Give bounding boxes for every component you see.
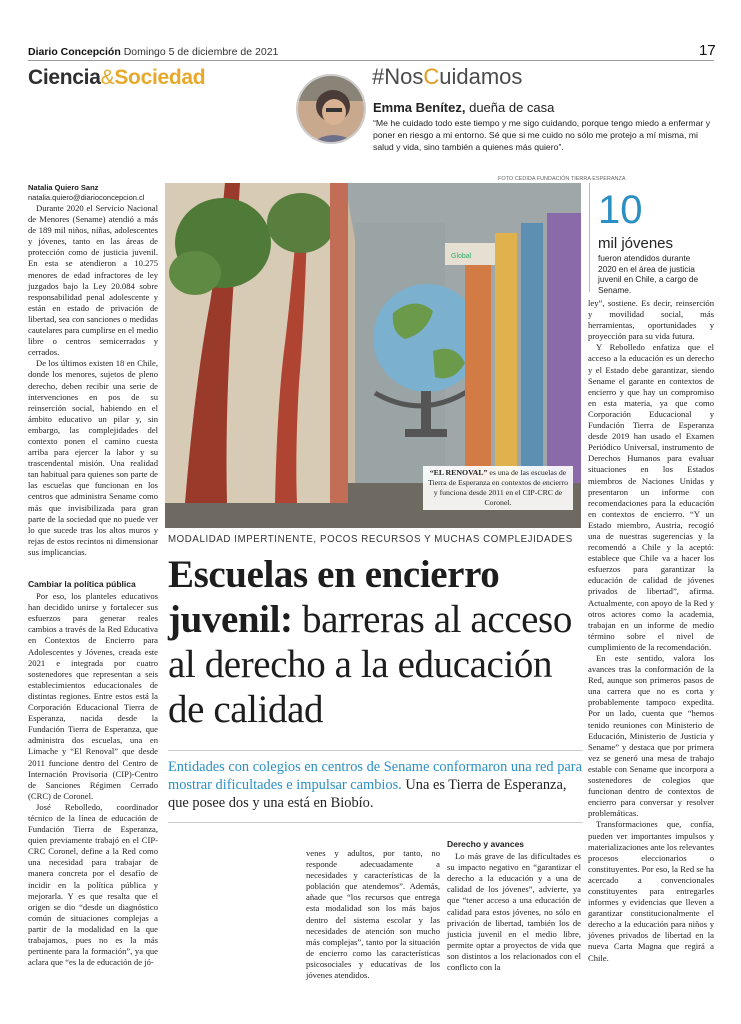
paragraph: Durante 2020 el Servicio Nacional de Menores (Sename) atendió a más de 189 mil niños, niñas, adolescentes y jóvenes, tanto en las áreas de protección como de justicia juvenil. En esta se atendieron a 10.275 menores de edad infractores de ley juzgados bajo la Ley 20.084 sobre responsabilidad penal adolescente y están en estado de privación de libertad, sea con sanciones o medidas cautelares para cumplirse en el medio libre o centros semicerrados y cerrados. [28,203,158,358]
body-column-1 [28,203,158,558]
paragraph: José Rebolledo, coordinador técnico de la línea de educación de Fundación Tierra de Esperanza, quien previamente trabajó en el CIP-CRC Coronel, define a la Red como una necesidad para trabajar de manera concreta por el desafío de incidir en la política pública y mejorarla. Y es que resalta que el origen se dio “desde un diagnóstico común de situaciones complejas a partir de la modalidad en la que trabajamos, pues no es la más pertinente para la formación”, ya que aclara que “es la de educación de jó- [28,801,158,968]
paragraph: En este sentido, valora los avances tras la conformación de la Red, aunque son primeros pasos de una carrera que no es corta y probablemente tampoco expedita. Por un lado, cuenta que “hemos tenido reuniones con Ministerio de Educación, Ministerio de Justicia y Sename” y destaca que por primera vez se generó una mesa de trabajo estable con Sename que incorpora a sostenedores de colegios que funcionan dentro de contextos de encierro para conversar y resolver problemáticas. [588,653,714,819]
paragraph: De los últimos existen 18 en Chile, donde los menores, sujetos de pleno derecho, deben recibir una serie de intervenciones en pos de su reinserción social, habiendo en el ámbito educativo un pilar y, sin embargo, las complejidades del contexto ponen el camino cuesta arriba para ejercer la labor y su trascendental misión. Una realidad tan habitual para quienes son parte de las escuelas que funcionan en los centros que administra Sename como más que invisibilizada para gran parte de la sociedad que no puede ver lo que sucede tras los altos muros y rejas de estos recintos ni dimensionar sus implicancias. [28,358,158,557]
quote-text: “Me he cuidado todo este tiempo y me sigo cuidando, porque tengo miedo a enfermar y poner en riesgo a mi entorno. Sé que si me cuido no sólo me protejo a mí misma, mi salud y vida, sino también a quienes más quiero”. [373,118,711,152]
body-column-2b [447,836,581,973]
section-part2: Sociedad [114,66,206,89]
quote-author-name: Emma Benítez, [373,100,466,115]
hashtag-part2: uidamos [439,64,523,89]
publication-date: Domingo 5 de diciembre de 2021 [123,46,279,58]
photo-caption [423,466,573,510]
headline-bold: Escuelas en encierro juvenil: [168,553,500,641]
hashtag [372,64,522,90]
byline-author: Natalia Quiero Sanz [28,183,99,192]
stat-unit: mil jóvenes [598,235,674,252]
hashtag-c: C [423,64,440,89]
caption-lead: “EL RENOVAL” [429,468,488,477]
quote-author [373,100,554,115]
header-rule [28,60,714,61]
paragraph: venes y adultos, por tanto, no responde adecuadamente a necesidades y características de la población que atendemos”. Además, añade que “los recursos que entrega esta modalidad son los más bajos dentro del sistema escolar y las necesidades de atención son mucho más complejas”, tanto por la situación de encierro como las características psicosociales y educativas de los jóvenes atendidos. [306,848,440,981]
hashtag-part1: Nos [384,64,424,89]
byline-email: natalia.quiero@diarioconcepcion.cl [28,193,145,202]
kicker: MODALIDAD IMPERTINENTE, POCOS RECURSOS Y MUCHAS COMPLEJIDADES [168,534,573,545]
photo-credit: FOTO CEDIDA FUNDACIÓN TIERRA ESPERANZA [498,176,626,182]
body-column-2a [306,848,440,981]
deck-rule-bottom [168,822,583,823]
section-title [28,66,205,90]
paragraph: Transformaciones que, confía, pueden ver importantes impulsos y materializaciones ante los relevantes procesos eleccionarios o constituyentes. Por eso, la Red se ha acercado a convencionales constituyentes para entregarles informes y evidencias que lleven a garantizar constitucionalmente el derecho a la educación para niños y jóvenes privados de libertad en la nueva Carta Magna que regirá a Chile. [588,819,714,963]
deck-blue: Entidades con colegios en centros de Sename conformaron una red para mostrar dificultades e impulsar cambios. [168,759,582,793]
paragraph: Por eso, los planteles educativos han decidido unirse y fortalecer sus esfuerzos para generar reales cambios a través de la Red Educativa en Contextos de Encierro para Adolescentes y Jóvenes, creada este 2021 e integrada por cuatro sostenedores que representan a seis establecimientos educacionales de distintas regiones. Entre estos está la Corporación Educacional Tierra de Esperanza, nacida desde la Fundación Tierra de Esperanza, que administra dos escuelas, una en Limache y “El Renoval” que desde 2011 funcione dentro del Centro de Internación Provisoria (CIP)-Centro de Sanciones Régimen Cerrado (CRC) de Coronel. [28,591,158,801]
publication-header [28,46,278,58]
hashtag-prefix: # [372,64,385,89]
paragraph: Lo más grave de las dificultades es su impacto negativo en “garantizar el derecho a la educación y a una de calidad de los jóvenes”, advierte, ya que “tener acceso a una educación de calidad para estos jóvenes, no sólo en privación de libertad, también los de justicia juvenil en el medio libre, permite optar a proyectos de vida que son distintos a los relacionados con el conflicto con la [447,851,581,973]
section-amp: & [100,66,115,89]
subheading: Cambiar la política pública [28,579,136,589]
headline-rest: barreras al acceso al derecho a la educación de calidad [168,598,572,731]
deck-rule-top [168,750,583,751]
stat-description: fueron atendidos durante 2020 en el área de justicia juvenil en Chile, a cargo de Sename. [598,253,699,295]
subheading: Derecho y avances [447,839,525,849]
svg-text:Global: Global [451,253,472,260]
byline [28,183,144,203]
deck [168,758,583,812]
deck-black: Una es Tierra de Esperanza, que posee dos y una está en Biobío. [168,777,567,811]
paragraph: ley”, sostiene. Es decir, reinserción y movilidad social, más herramientas, oportunidades y proyección para su vida futura. [588,298,714,342]
caption-text: es una de las escuelas de Tierra de Esperanza en contextos de encierro y funciona desde 2011 en el CIP-CRC de Coronel. [428,468,568,507]
section-part1: Ciencia [28,66,101,89]
avatar [296,74,366,144]
headline [168,552,588,732]
page-number: 17 [699,42,716,59]
body-column-1-cont [28,576,158,968]
quote-author-role: dueña de casa [465,100,555,115]
body-column-3 [588,298,714,964]
publication-name: Diario Concepción [28,46,121,58]
stat-number: 10 [598,188,643,232]
paragraph: Y Rebolledo enfatiza que el acceso a la educación es un derecho y el Estado debe garantizar, siendo Sename el garante en contextos de encierro y que hay un compromiso en esta materia, ya que como Corporación Educacional y Fundación Tierra de Esperanza desde 2019 han usado el Examen Periódico Universal, instrumento de Derechos Humanos para evaluar situaciones en los Estados miembros de Naciones Unidas y presentaron un informe con recomendaciones para la educación en contextos de encierro. “Y un Estado miembro, Austria, recogió una de nuestras sugerencias y la recomendó a Chile y la aceptó: establece que Chile va a hacer los esfuerzos para garantizar la educación de calidad de jóvenes privados de libertad”, afirma. Actualmente, con apoyo de la Red y otros actores como la academia, trabajan en un informe de medio término sobre el nivel de cumplimiento de la recomendación. [588,342,714,652]
